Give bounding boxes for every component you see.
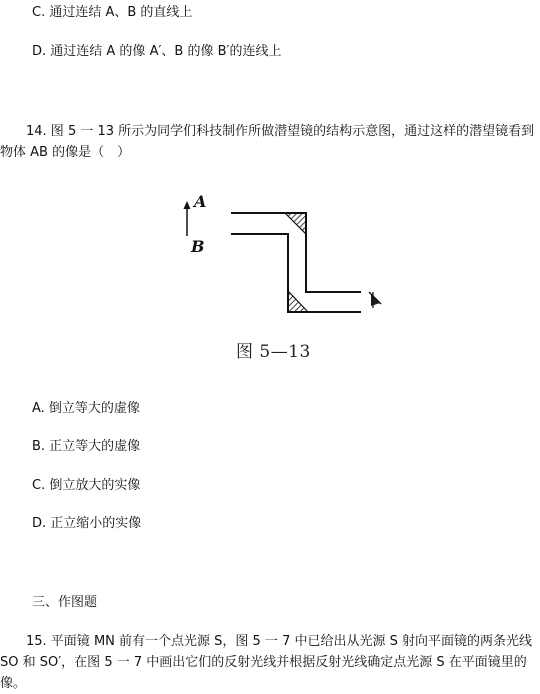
upper-mirror xyxy=(285,213,306,234)
q14-option-d: D. 正立缩小的实像 xyxy=(32,516,142,531)
eye-icon xyxy=(369,292,381,308)
lower-mirror xyxy=(288,291,308,312)
q14-option-c: C. 倒立放大的实像 xyxy=(32,478,141,493)
periscope-tube xyxy=(231,213,361,312)
q13-option-d: D. 通过连结 A 的像 A′、B 的像 B′的连线上 xyxy=(32,44,282,59)
figure-caption: 图 5—13 xyxy=(236,342,311,362)
q14-option-a: A. 倒立等大的虚像 xyxy=(32,401,140,416)
section-heading: 三、作图题 xyxy=(32,595,98,610)
q15-stem: 15. 平面镜 MN 前有一个点光源 S，图 5 一 7 中已给出从光源 S 射向平面镜的两条光线 SO 和 SO′，在图 5 一 7 中画出它们的反射光线并根据反射光线确定点光源 S 在平面镜里的像。 xyxy=(0,634,532,691)
q13-option-c: C. 通过连结 A、B 的直线上 xyxy=(32,5,193,20)
q14-stem: 14. 图 5 一 13 所示为同学们科技制作所做潜望镜的结构示意图，通过这样的潜望镜看到物体 AB 的像是（ ） xyxy=(0,124,535,160)
label-b: B xyxy=(191,237,205,256)
q14-option-b: B. 正立等大的虚像 xyxy=(32,439,141,454)
object-arrow-ab xyxy=(184,201,191,236)
label-a: A xyxy=(194,192,207,211)
